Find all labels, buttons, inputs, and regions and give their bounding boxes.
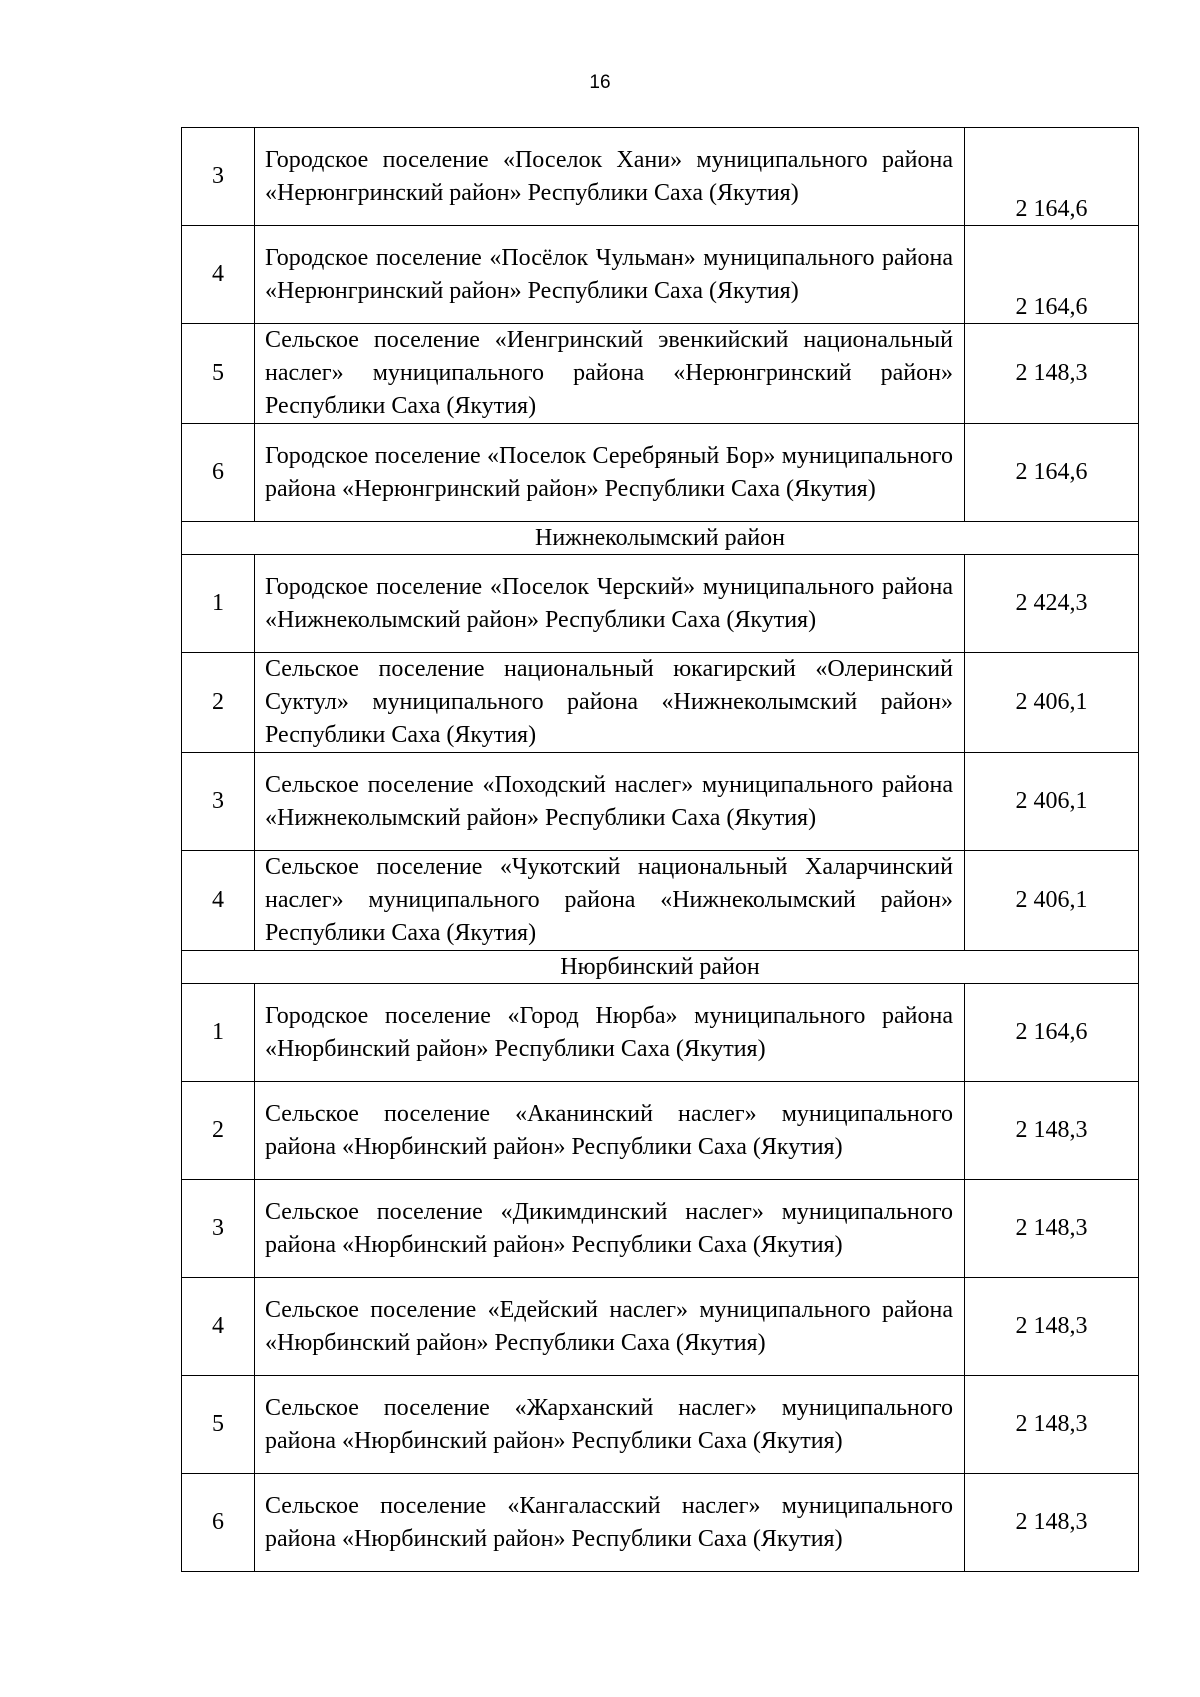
value-cell — [965, 324, 1139, 424]
settlement-name: Сельское поселение национальный юкагирский «Олеринский Суктул» муниципального района «Нижнеколымский район» Республики Саха (Якутия) — [255, 653, 965, 753]
settlement-name: Городское поселение «Посёлок Чульман» муниципального района «Нерюнгринский район» Республики Саха (Якутия) — [255, 226, 965, 324]
table-body — [182, 128, 1139, 1572]
row-number: 2 — [182, 653, 255, 753]
settlement-value: 2 164,6 — [1015, 459, 1088, 485]
row-number: 5 — [182, 324, 255, 424]
settlement-name: Сельское поселение «Иенгринский эвенкийский национальный наслег» муниципального района «Нерюнгринский район» Республики Саха (Якутия) — [255, 324, 965, 424]
settlement-value: 2 406,1 — [1015, 689, 1088, 715]
row-number: 2 — [182, 1082, 255, 1180]
settlement-value: 2 424,3 — [1015, 590, 1088, 616]
page-number: 16 — [589, 72, 611, 93]
table-row — [182, 1278, 1139, 1376]
table-row — [182, 753, 1139, 851]
value-cell — [965, 1278, 1139, 1376]
row-number: 3 — [182, 1180, 255, 1278]
value-cell — [965, 984, 1139, 1082]
settlement-value: 2 148,3 — [1015, 1411, 1088, 1437]
settlement-value: 2 148,3 — [1015, 1117, 1088, 1143]
row-number: 3 — [182, 128, 255, 226]
value-cell — [965, 128, 1139, 226]
settlement-value: 2 148,3 — [1015, 1313, 1088, 1339]
value-cell — [965, 1180, 1139, 1278]
value-cell — [965, 1474, 1139, 1572]
value-cell — [965, 555, 1139, 653]
settlement-name: Городское поселение «Поселок Черский» муниципального района «Нижнеколымский район» Республики Саха (Якутия) — [255, 555, 965, 653]
table-row — [182, 1376, 1139, 1474]
table-row — [182, 128, 1139, 226]
section-header-row — [182, 522, 1139, 555]
settlement-value: 2 406,1 — [1015, 887, 1088, 913]
settlement-name: Сельское поселение «Чукотский национальный Халарчинский наслег» муниципального района «Нижнеколымский район» Республики Саха (Якутия) — [255, 851, 965, 951]
settlement-value: 2 148,3 — [1015, 1215, 1088, 1241]
row-number: 4 — [182, 851, 255, 951]
section-title: Нижнеколымский район — [182, 522, 1139, 555]
section-header-row — [182, 951, 1139, 984]
table-row — [182, 226, 1139, 324]
row-number: 4 — [182, 226, 255, 324]
table-row — [182, 555, 1139, 653]
table-row — [182, 1082, 1139, 1180]
table-row — [182, 984, 1139, 1082]
table-row — [182, 653, 1139, 753]
settlement-name: Сельское поселение «Едейский наслег» муниципального района «Нюрбинский район» Республики Саха (Якутия) — [255, 1278, 965, 1376]
value-cell — [965, 1376, 1139, 1474]
value-cell — [965, 226, 1139, 324]
table-row — [182, 1180, 1139, 1278]
settlement-value: 2 148,3 — [1015, 1509, 1088, 1535]
settlement-name: Сельское поселение «Дикимдинский наслег» муниципального района «Нюрбинский район» Республики Саха (Якутия) — [255, 1180, 965, 1278]
row-number: 6 — [182, 1474, 255, 1572]
row-number: 4 — [182, 1278, 255, 1376]
row-number: 3 — [182, 753, 255, 851]
table-row — [182, 424, 1139, 522]
value-cell — [965, 424, 1139, 522]
settlement-name: Сельское поселение «Походский наслег» муниципального района «Нижнеколымский район» Республики Саха (Якутия) — [255, 753, 965, 851]
settlement-value: 2 406,1 — [1015, 788, 1088, 814]
section-title: Нюрбинский район — [182, 951, 1139, 984]
settlement-name: Городское поселение «Поселок Серебряный Бор» муниципального района «Нерюнгринский район» Республики Саха (Якутия) — [255, 424, 965, 522]
settlement-name: Сельское поселение «Кангаласский наслег» муниципального района «Нюрбинский район» Республики Саха (Якутия) — [255, 1474, 965, 1572]
value-cell — [965, 653, 1139, 753]
value-cell — [965, 1082, 1139, 1180]
row-number: 5 — [182, 1376, 255, 1474]
settlements-table — [181, 127, 1139, 1572]
settlement-value: 2 164,6 — [1015, 294, 1088, 320]
settlement-value: 2 164,6 — [1015, 1019, 1088, 1045]
table-row — [182, 324, 1139, 424]
value-cell — [965, 851, 1139, 951]
settlement-value: 2 164,6 — [1015, 196, 1088, 222]
settlement-name: Городское поселение «Поселок Хани» муниципального района «Нерюнгринский район» Республики Саха (Якутия) — [255, 128, 965, 226]
table-row — [182, 851, 1139, 951]
row-number: 1 — [182, 555, 255, 653]
settlement-name: Городское поселение «Город Нюрба» муниципального района «Нюрбинский район» Республики Саха (Якутия) — [255, 984, 965, 1082]
settlement-name: Сельское поселение «Жарханский наслег» муниципального района «Нюрбинский район» Республики Саха (Якутия) — [255, 1376, 965, 1474]
table-row — [182, 1474, 1139, 1572]
settlement-name: Сельское поселение «Аканинский наслег» муниципального района «Нюрбинский район» Республики Саха (Якутия) — [255, 1082, 965, 1180]
row-number: 1 — [182, 984, 255, 1082]
settlement-value: 2 148,3 — [1015, 360, 1088, 386]
value-cell — [965, 753, 1139, 851]
row-number: 6 — [182, 424, 255, 522]
